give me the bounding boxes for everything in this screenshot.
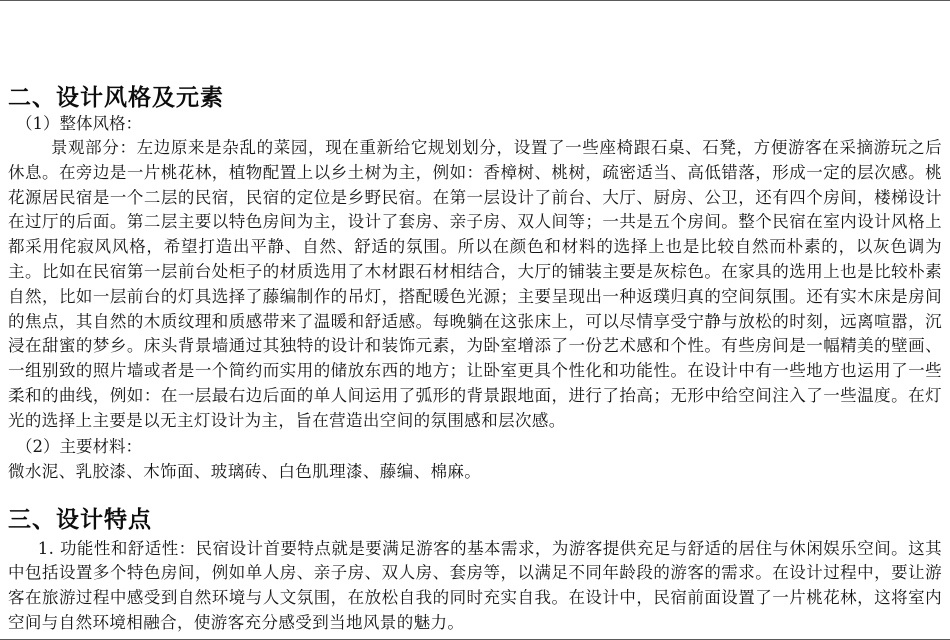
materials-list-line: 微水泥、乳胶漆、木饰面、玻璃砖、白色肌理漆、藤编、棉麻。 — [8, 461, 482, 481]
subsection-label-overall-style: （1）整体风格： — [16, 114, 142, 133]
subsection-label-materials: （2）主要材料： — [16, 436, 142, 456]
page-top-rule — [0, 0, 950, 1]
paragraph-overall-style: 景观部分：左边原来是杂乱的菜园，现在重新给它规划划分，设置了一些座椅跟石桌、石凳，方便游客在采摘游玩之后休息。在旁边是一片桃花林，植物配置上以乡土树为主，例如：香樟树、桃树，疏密适当、高低错落，形成一定的层次感。桃花源居民宿是一个二层的民宿，民宿的定位是乡野民宿。在第一层设计了前台、大厅、厨房、公卫，还有四个房间，楼梯设计在过厅的后面。第二层主要以特色房间为主，设计了套房、亲子房、双人间等；一共是五个房间。整个民宿在室内设计风格上都采用侘寂风风格，希望打造出平静、自然、舒适的氛围。所以在颜色和材料的选择上也是比较自然而朴素的，以灰色调为主。比如在民宿第一层前台处柜子的材质选用了木材跟石材相结合，大厅的铺装主要是灰棕色。在家具的选用上也是比较朴素自然，比如一层前台的灯具选择了藤编制作的吊灯，搭配暖色光源；主要呈现出一种返璞归真的空间氛围。还有实木床是房间的焦点，其自然的木质纹理和质感带来了温暖和舒适感。每晚躺在这张床上，可以尽情享受宁静与放松的时刻，远离喧嚣，沉浸在甜蜜的梦乡。床头背景墙通过其独特的设计和装饰元素，为卧室增添了一份艺术感和个性。有些房间是一幅精美的壁画、一组别致的照片墙或者是一个简约而实用的储放东西的地方；让卧室更具个性化和功能性。在设计中有一些地方也运用了一些柔和的曲线，例如：在一层最右边后面的单人间运用了弧形的背景跟地面，进行了抬高；无形中给空间注入了一些温度。在灯光的选择上主要是以无主灯设计为主，旨在营造出空间的氛围感和层次感。 — [8, 138, 942, 430]
section-heading-design-style: 二、设计风格及元素 — [8, 84, 224, 111]
section-heading-design-features: 三、设计特点 — [8, 505, 152, 533]
paragraph-design-features: 1. 功能性和舒适性：民宿设计首要特点就是要满足游客的基本需求，为游客提供充足与舒适的居住与休闲娱乐空间。这其中包括设置多个特色房间，例如单人房、亲子房、双人房、套房等，以满足不同年龄段的游客的需求。在设计过程中，要让游客在旅游过程中感受到自然环境与人文氛围，在放松自我的同时充实自我。在设计中，民宿前面设置了一片桃花林，这将室内空间与自然环境相融合，使游客充分感受到当地风景的魅力。 — [8, 538, 942, 632]
